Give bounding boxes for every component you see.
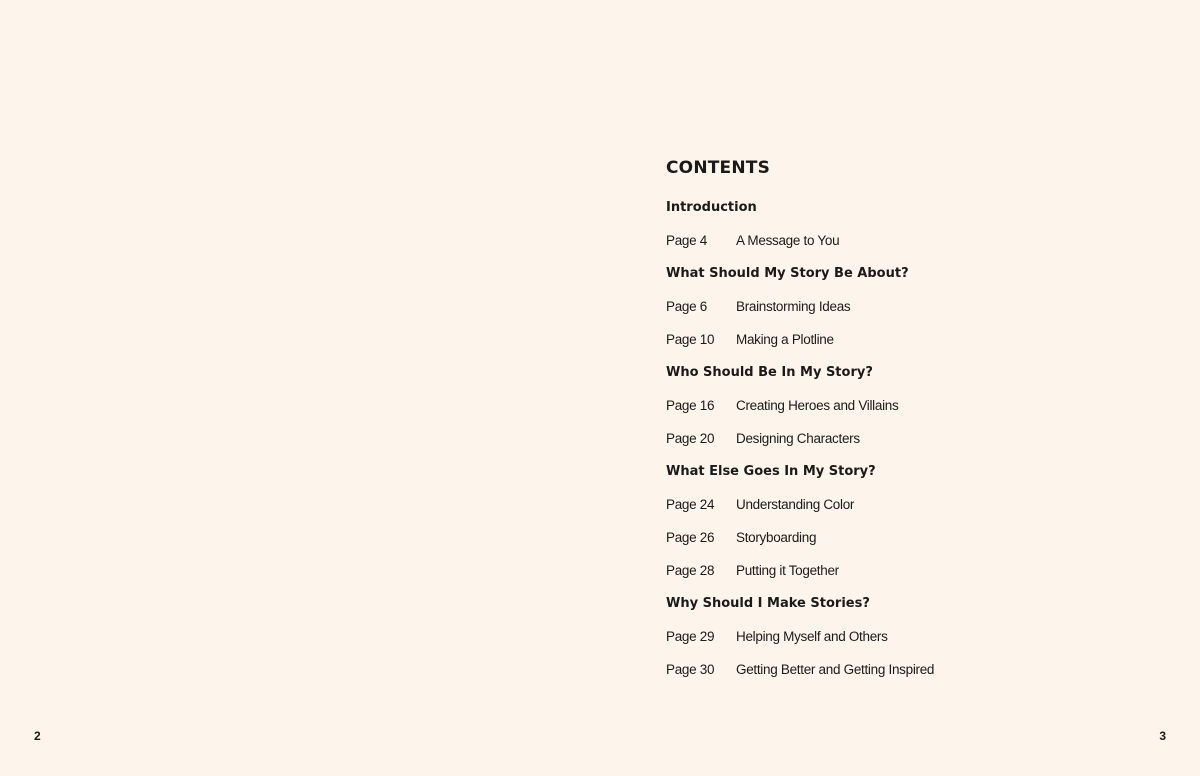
toc-entry[interactable] — [666, 389, 1146, 422]
toc-entry-page: Page 20 — [666, 431, 715, 446]
toc-entry-page: Page 6 — [666, 299, 707, 314]
toc-entry-title: A Message to You — [736, 233, 840, 248]
toc-entry[interactable] — [666, 488, 1146, 521]
page-number-left: 2 — [34, 729, 41, 743]
toc-entry-page: Page 28 — [666, 563, 715, 578]
toc-entry-title: Understanding Color — [736, 497, 855, 512]
toc-entry-page: Page 29 — [666, 629, 715, 644]
toc-entry-title: Storyboarding — [736, 530, 817, 545]
toc-entry-page: Page 24 — [666, 497, 715, 512]
toc-entry-title: Designing Characters — [736, 431, 860, 446]
toc-entry[interactable] — [666, 620, 1146, 653]
toc-entry[interactable] — [666, 224, 1146, 257]
toc-entry-page: Page 4 — [666, 233, 707, 248]
toc-entry[interactable] — [666, 521, 1146, 554]
toc-entry-page: Page 30 — [666, 662, 715, 677]
toc-entry-title: Making a Plotline — [736, 332, 834, 347]
section-heading: Introduction — [666, 200, 757, 215]
toc-entry-title: Helping Myself and Others — [736, 629, 888, 644]
section-heading: Who Should Be In My Story? — [666, 365, 873, 380]
toc-entry-page: Page 26 — [666, 530, 715, 545]
toc-entry-page: Page 10 — [666, 332, 715, 347]
toc-list — [666, 191, 1146, 686]
right-page — [600, 0, 1200, 776]
toc-entry-page: Page 16 — [666, 398, 715, 413]
toc-entry[interactable] — [666, 323, 1146, 356]
toc-entry-title: Creating Heroes and Villains — [736, 398, 899, 413]
toc-entry[interactable] — [666, 554, 1146, 587]
contents-title: CONTENTS — [666, 158, 771, 178]
section-heading: What Else Goes In My Story? — [666, 464, 876, 479]
toc-entry-title: Brainstorming Ideas — [736, 299, 851, 314]
toc-entry[interactable] — [666, 290, 1146, 323]
toc-entry[interactable] — [666, 653, 1146, 686]
section-heading: What Should My Story Be About? — [666, 266, 909, 281]
toc-entry-title: Putting it Together — [736, 563, 839, 578]
table-of-contents — [666, 155, 1146, 686]
section-heading: Why Should I Make Stories? — [666, 596, 870, 611]
page-number-right: 3 — [1159, 729, 1166, 743]
toc-entry-title: Getting Better and Getting Inspired — [736, 662, 935, 677]
toc-entry[interactable] — [666, 422, 1146, 455]
